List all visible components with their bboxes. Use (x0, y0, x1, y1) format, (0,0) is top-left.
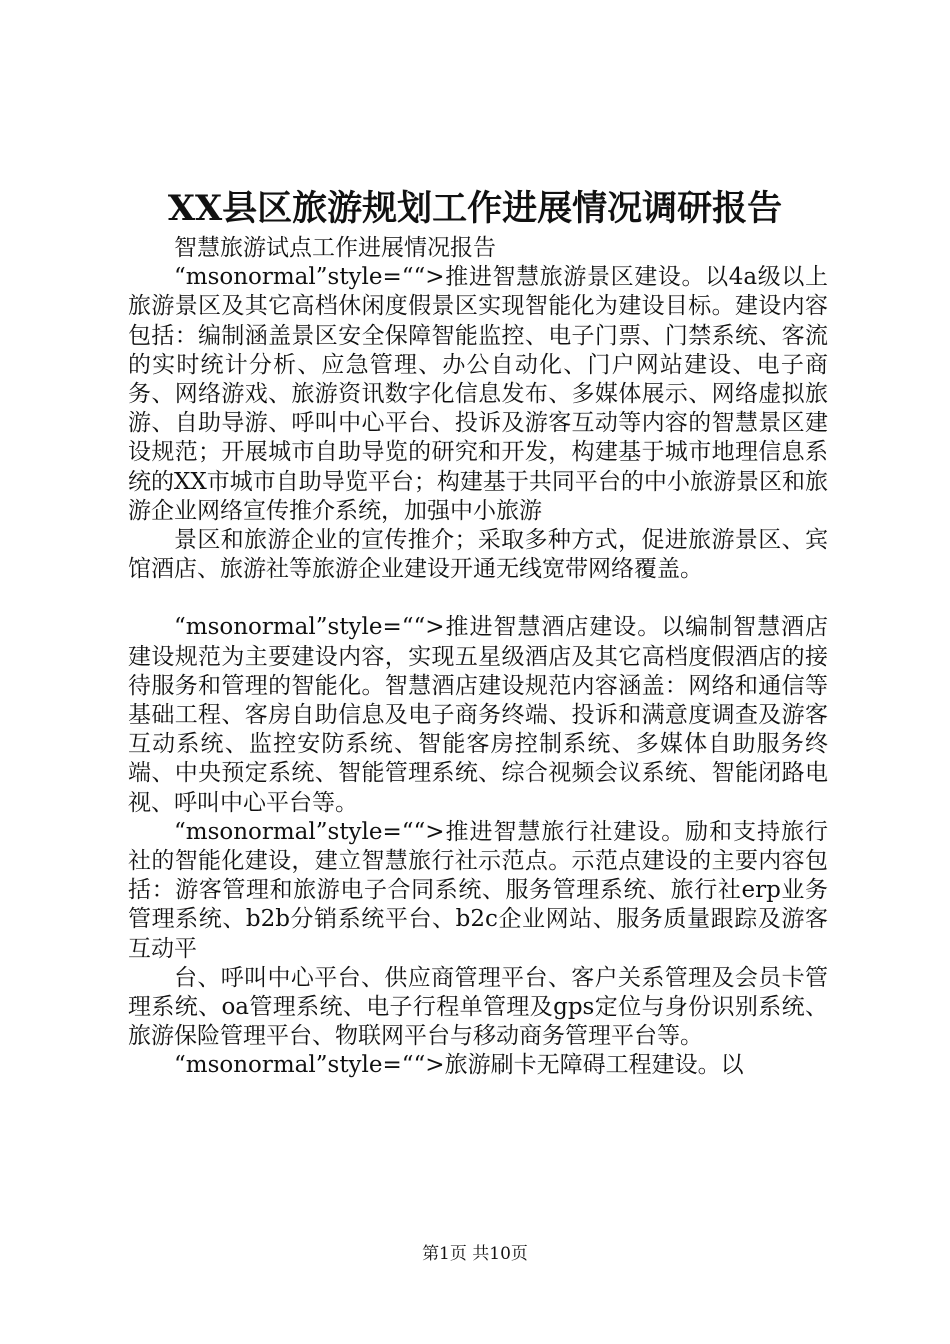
paragraph-smart-travel-agency-continued: 台、呼叫中心平台、供应商管理平台、客户关系管理及会员卡管理系统、oa管理系统、电子行程单管理及gps定位与身份识别系统、旅游保险管理平台、物联网平台与移动商务管理平台等。 (128, 964, 828, 1050)
paragraph-smart-hotel: “msonormal”style=““>推进智慧酒店建设。以编制智慧酒店建设规范为主要建设内容，实现五星级酒店及其它高档度假酒店的接待服务和管理的智能化。智慧酒店建设规范内容涵盖：网络和通信等基础工程、客房自助信息及电子商务终端、投诉和满意度调查及游客互动系统、监控安防系统、智能客房控制系统、多媒体自助服务终端、中央预定系统、智能管理系统、综合视频会议系统、智能闭路电视、呼叫中心平台等。 (128, 614, 828, 816)
paragraph-subtitle: 智慧旅游试点工作进展情况报告 (174, 235, 496, 261)
paragraph-smart-travel-agency: “msonormal”style=““>推进智慧旅行社建设。励和支持旅行社的智能化建设，建立智慧旅行社示范点。示范点建设的主要内容包括：游客管理和旅游电子合同系统、服务管理系统、旅行社erp业务管理系统、b2b分销系统平台、b2c企业网站、服务质量跟踪及游客互动平 (128, 818, 828, 962)
paragraph-card-payment: “msonormal”style=““>旅游刷卡无障碍工程建设。以 (174, 1052, 744, 1079)
document-title: XX县区旅游规划工作进展情况调研报告 (167, 188, 783, 229)
paragraph-scenic-area: “msonormal”style=““>推进智慧旅游景区建设。以4a级以上旅游景区及其它高档休闲度假景区实现智能化为建设目标。建设内容包括：编制涵盖景区安全保障智能监控、电子门票、门禁系统、客流的实时统计分析、应急管理、办公自动化、门户网站建设、电子商务、网络游戏、旅游资讯数字化信息发布、多媒体展示、网络虚拟旅游、自助导游、呼叫中心平台、投诉及游客互动等内容的智慧景区建设规范；开展城市自助导览的研究和开发，构建基于城市地理信息系统的XX市城市自助导览平台；构建基于共同平台的中小旅游景区和旅游企业网络宣传推介系统，加强中小旅游 (128, 264, 828, 524)
page-number-footer: 第1页 共10页 (422, 1244, 528, 1264)
paragraph-scenic-area-continued: 景区和旅游企业的宣传推介；采取多种方式，促进旅游景区、宾馆酒店、旅游社等旅游企业建设开通无线宽带网络覆盖。 (128, 527, 828, 583)
document-body (128, 234, 828, 1081)
